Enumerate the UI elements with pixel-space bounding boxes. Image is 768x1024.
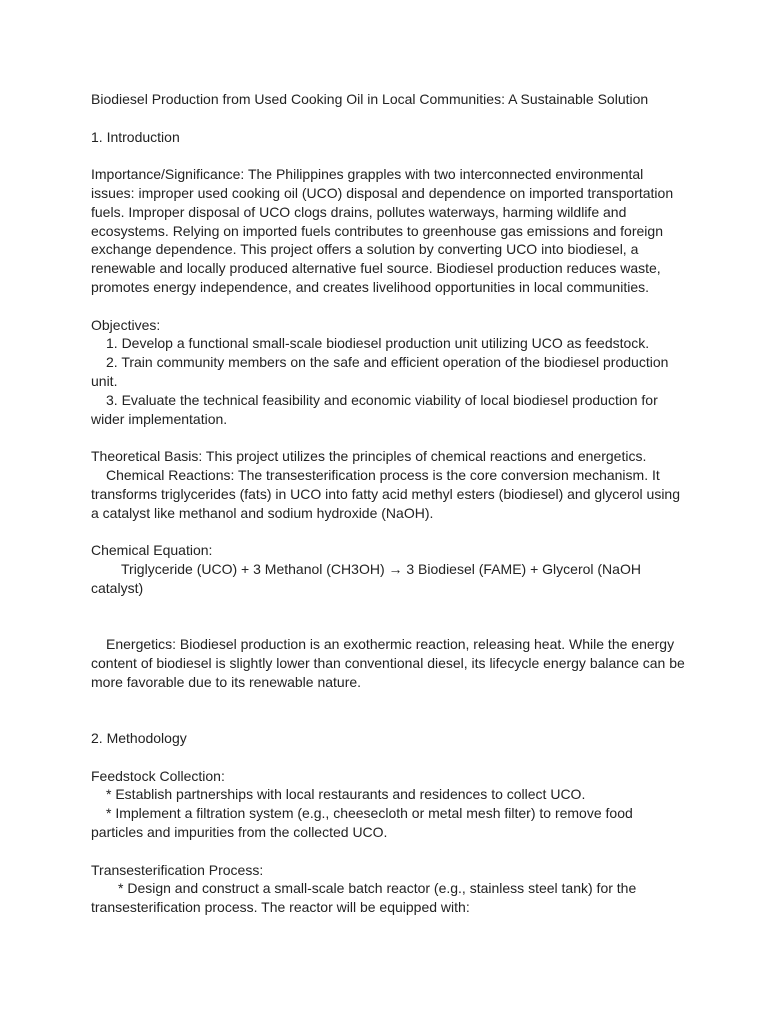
theoretical-basis-paragraph bbox=[91, 447, 678, 522]
transesterification-item-continuation: transesterification process. The reactor will be equipped with: bbox=[91, 899, 470, 916]
paragraph-line: more favorable due to its renewable nature. bbox=[91, 673, 362, 690]
equation-line: Triglyceride (UCO) + 3 Methanol (CH3OH) → 3 Biodiesel (FAME) + Glycerol (NaOH bbox=[121, 560, 641, 577]
paragraph-line: ecosystems. Relying on imported fuels contributes to greenhouse gas emissions and foreign bbox=[91, 222, 663, 239]
paragraph-line: exchange dependence. This project offers a solution by converting UCO into biodiesel, a bbox=[91, 241, 639, 258]
objective-item: 2. Train community members on the safe and efficient operation of the biodiesel production bbox=[106, 354, 669, 371]
feedstock-label: Feedstock Collection: bbox=[91, 767, 225, 784]
transesterification-label: Transesterification Process: bbox=[91, 861, 264, 878]
equation-line-continuation: catalyst) bbox=[91, 579, 144, 596]
section-heading-introduction: 1. Introduction bbox=[91, 128, 180, 145]
transesterification-list bbox=[91, 879, 678, 917]
feedstock-item-continuation: particles and impurities from the collected UCO. bbox=[91, 824, 388, 841]
feedstock-item: * Establish partnerships with local restaurants and residences to collect UCO. bbox=[106, 786, 586, 803]
objective-item: 1. Develop a functional small-scale biodiesel production unit utilizing UCO as feedstock. bbox=[106, 335, 650, 352]
paragraph-line: fuels. Improper disposal of UCO clogs drains, pollutes waterways, harming wildlife and bbox=[91, 203, 627, 220]
paragraph-line: a catalyst like methanol and sodium hydroxide (NaOH). bbox=[91, 504, 434, 521]
paragraph-line: Chemical Reactions: The transesterification process is the core conversion mechanism. It bbox=[106, 466, 660, 483]
energetics-paragraph bbox=[91, 635, 685, 691]
section-heading-methodology: 2. Methodology bbox=[91, 730, 187, 747]
importance-paragraph bbox=[91, 165, 678, 297]
paragraph-line: Theoretical Basis: This project utilizes the principles of chemical reactions and energetics. bbox=[91, 448, 647, 465]
objective-item: 3. Evaluate the technical feasibility and economic viability of local biodiesel production for bbox=[106, 391, 658, 408]
feedstock-item: * Implement a filtration system (e.g., cheesecloth or metal mesh filter) to remove food bbox=[106, 805, 633, 822]
paragraph-line: transforms triglycerides (fats) in UCO into fatty acid methyl esters (biodiesel) and glycerol using bbox=[91, 485, 680, 502]
chemical-equation-label: Chemical Equation: bbox=[91, 542, 213, 559]
paragraph-line: Energetics: Biodiesel production is an exothermic reaction, releasing heat. While the energy bbox=[106, 636, 675, 653]
objective-item-continuation: unit. bbox=[91, 372, 118, 389]
objective-item-continuation: wider implementation. bbox=[91, 410, 228, 427]
paragraph-line: promotes energy independence, and creates livelihood opportunities in local communities. bbox=[91, 278, 649, 295]
paragraph-line: content of biodiesel is slightly lower than conventional diesel, its lifecycle energy balance can be bbox=[91, 654, 685, 671]
objectives-list bbox=[91, 334, 678, 428]
document-title: Biodiesel Production from Used Cooking Oil in Local Communities: A Sustainable Solution bbox=[91, 91, 649, 107]
paragraph-line: renewable and locally produced alternative fuel source. Biodiesel production reduces waste, bbox=[91, 260, 661, 277]
transesterification-item: * Design and construct a small-scale batch reactor (e.g., stainless steel tank) for the bbox=[118, 880, 637, 897]
objectives-label: Objectives: bbox=[91, 316, 161, 333]
paragraph-line: Importance/Significance: The Philippines grapples with two interconnected environmental bbox=[91, 166, 644, 183]
feedstock-list bbox=[91, 785, 678, 841]
paragraph-line: issues: improper used cooking oil (UCO) disposal and dependence on imported transportation bbox=[91, 184, 674, 201]
chemical-equation bbox=[91, 560, 678, 598]
